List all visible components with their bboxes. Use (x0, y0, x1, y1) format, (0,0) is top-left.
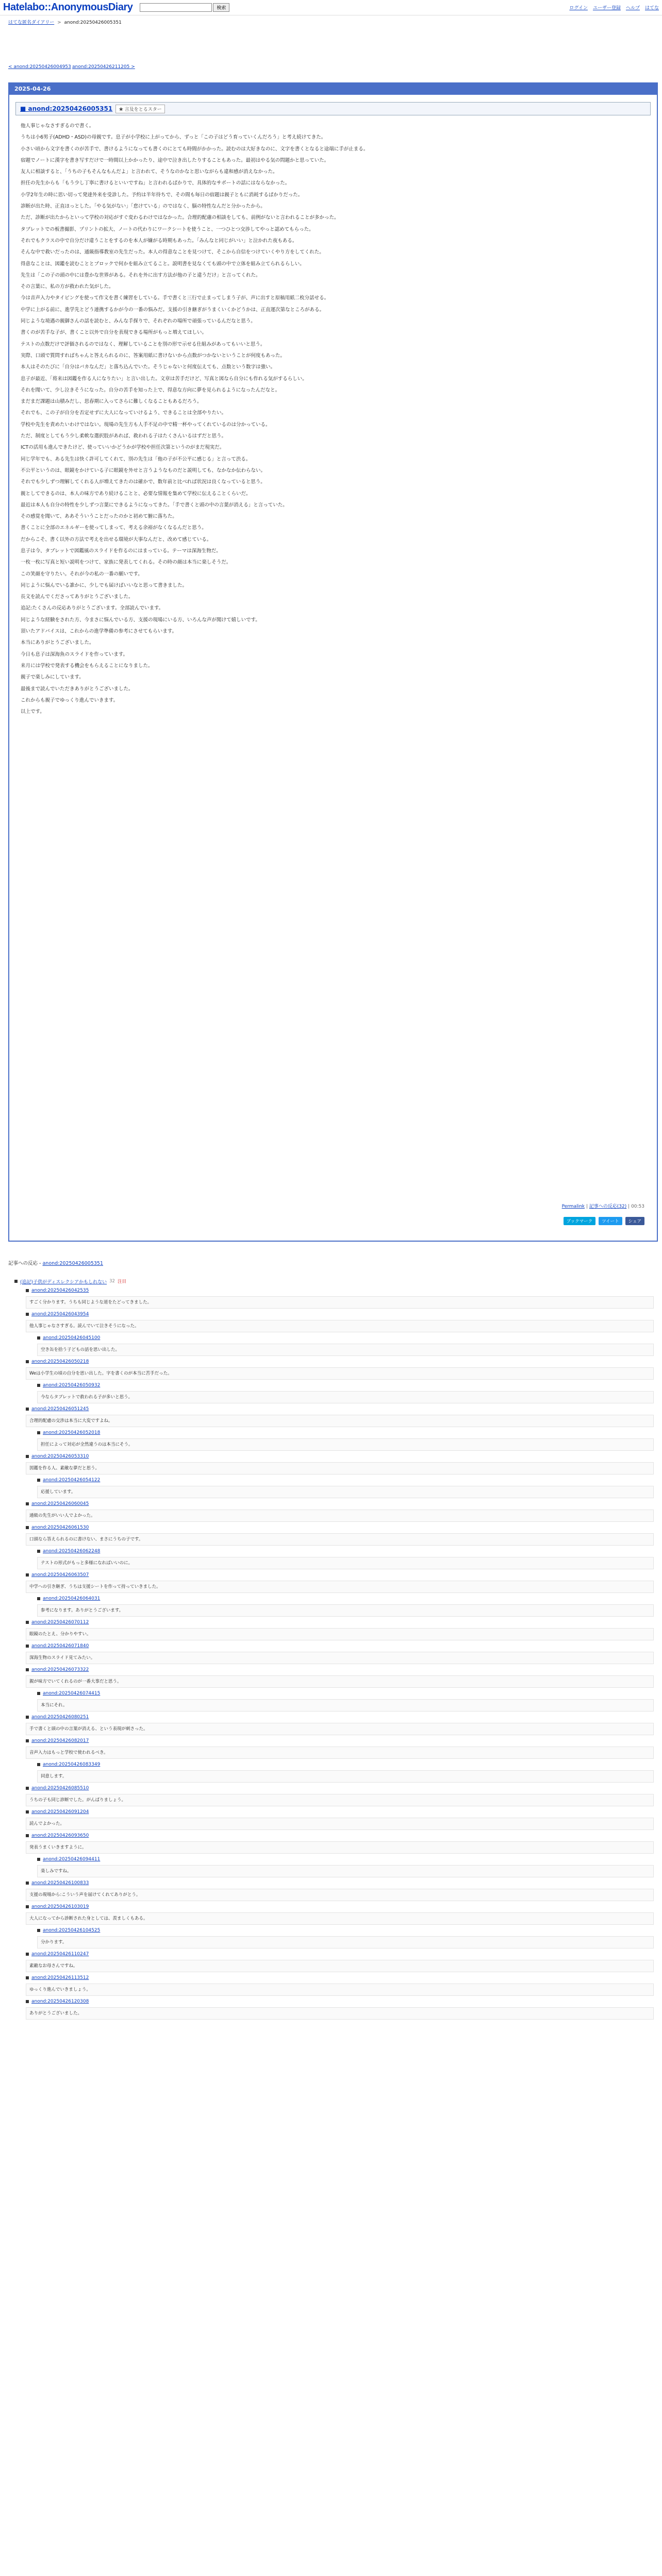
reaction-line (26, 1405, 654, 1413)
entry-body (21, 121, 646, 718)
reaction-excerpt: 本当にそれ。 (37, 1699, 654, 1711)
reaction-item (37, 1927, 654, 1948)
reaction-excerpt: 同意します。 (37, 1770, 654, 1783)
reaction-item (26, 1666, 654, 1688)
entry-paragraph: それでも少しずつ理解してくれる人が増えてきたのは確かで、数年前と比べれば状況は良くなっていると思う。 (21, 479, 266, 485)
entry-paragraph: その言葉に、私の方が救われた気がした。 (21, 284, 114, 290)
entry-paragraph: ただ、診断が出たからといって学校の対応がすぐ変わるわけではなかった。合理的配慮の相談をしても、前例がないと言われることが多かった。 (21, 215, 339, 221)
reaction-line (37, 1429, 654, 1436)
bullet-icon (26, 1716, 29, 1719)
reaction-excerpt: 大人になってから診断された身としては、羨ましくもある。 (26, 1912, 654, 1925)
entry-paragraph: それを聞いて、少し泣きそうになった。自分の苦手を知った上で、得意な方向に夢を見られるようになったんだなと。 (21, 387, 280, 393)
reaction-excerpt: 今ならタブレットで救われる子が多いと思う。 (37, 1391, 654, 1403)
bullet-icon (26, 1621, 29, 1624)
breadcrumb-root-link[interactable]: はてな匿名ダイアリー (8, 20, 55, 25)
entry-paragraph: 小さい頃から文字を書くのが苦手で、書けるようになっても書くのにとても時間がかかった。読むのは大好きなのに、文字を書くとなると途端に手が止まる。 (21, 146, 369, 152)
top-link[interactable]: ログイン (569, 6, 588, 11)
reaction-item (37, 1548, 654, 1569)
reaction-link[interactable]: anond:20250426050932 (43, 1383, 101, 1388)
entry-paragraph: ICTの活用も進んできたけど、使っていいかどうかが学校や担任次第というのがまだ現実だ。 (21, 445, 225, 451)
reaction-line (26, 1453, 654, 1460)
reaction-link[interactable]: anond:20250426043954 (31, 1312, 89, 1317)
breadcrumb-current: anond:20250426005351 (64, 20, 122, 25)
reaction-line (26, 1358, 654, 1365)
reaction-line (37, 1477, 654, 1484)
bullet-icon (26, 1739, 29, 1742)
reaction-item (37, 1761, 654, 1783)
top-links (569, 4, 659, 11)
reaction-item (26, 1453, 654, 1475)
entry-paragraph: これからも親子でゆっくり進んでいきます。 (21, 697, 119, 703)
reaction-item (37, 1382, 654, 1403)
reactions-tree (14, 1278, 654, 2022)
reaction-item (26, 1903, 654, 1925)
reaction-link[interactable]: anond:20250426094411 (43, 1857, 101, 1862)
add-star-button[interactable]: ★ 言及をとるスター (115, 105, 165, 113)
reaction-excerpt: 素敵なお母さんですね。 (26, 1960, 654, 1972)
bullet-icon (37, 1384, 40, 1387)
bullet-icon (37, 1929, 40, 1932)
reaction-excerpt: ゆっくり進んでいきましょう。 (26, 1984, 654, 1996)
reaction-link[interactable]: anond:20250426093650 (31, 1833, 89, 1838)
reaction-item (26, 1832, 654, 1854)
reaction-link[interactable]: anond:20250426062248 (43, 1549, 101, 1554)
reaction-link[interactable]: anond:20250426064031 (43, 1596, 101, 1601)
share-button[interactable]: ブックマーク (564, 1217, 595, 1225)
share-button[interactable]: シェア (625, 1217, 644, 1225)
entry-paragraph: テストの点数だけで評価されるのではなく、理解していることを別の形で示せる仕組みがあってもいいと思う。 (21, 341, 266, 347)
share-button[interactable]: ツイート (599, 1217, 622, 1225)
reaction-link[interactable]: anond:20250426113512 (31, 1975, 89, 1980)
top-bar (0, 0, 662, 15)
reaction-line (37, 1690, 654, 1697)
entry-paragraph: 息子は今、タブレットで図鑑風のスライドを作るのにはまっている。テーマは深海生物だ。 (21, 548, 221, 554)
search-button[interactable]: 検索 (213, 3, 229, 12)
bullet-icon (26, 1953, 29, 1956)
entry-paragraph: 本人はそのたびに「自分はバカなんだ」と落ち込んでいた。そうじゃないと何度伝えても、点数という数字は強い。 (21, 364, 276, 370)
reaction-excerpt: 眼鏡のたとえ、分かりやすい。 (26, 1628, 654, 1640)
reaction-item (26, 1358, 654, 1380)
bullet-icon (37, 1858, 40, 1861)
reaction-item (37, 1334, 654, 1356)
reaction-line (26, 1714, 654, 1721)
entry-paragraph: 一枚一枚に写真と短い説明をつけて、家族に発表してくれる。その時の顔は本当に楽しそうだ。 (21, 560, 231, 566)
bullet-icon (26, 1573, 29, 1577)
reaction-item (26, 1642, 654, 1664)
reactions-heading (8, 1259, 103, 1266)
bullet-icon (26, 1834, 29, 1837)
reaction-link[interactable]: anond:20250426050218 (31, 1359, 89, 1364)
reaction-item (26, 1737, 654, 1759)
reaction-excerpt: 担任によって対応が全然違うのは本当にそう。 (37, 1438, 654, 1451)
entry-paragraph: 中学に上がる前に、進学先とどう連携するかが今の一番の悩みだ。支援の引き継ぎがうまくいくかどうかは、正直運次第なところがある。 (21, 307, 325, 313)
bullet-icon (26, 1810, 29, 1814)
reaction-excerpt: 親が味方でいてくれるのが一番大事だと思う。 (26, 1675, 654, 1688)
reaction-line (26, 1311, 654, 1318)
top-link[interactable]: ヘルプ (625, 6, 640, 11)
reaction-line (26, 1832, 654, 1839)
bullet-icon (26, 1787, 29, 1790)
reaction-excerpt: 読んでよかった。 (26, 1818, 654, 1830)
reaction-excerpt: すごく分かります。うちも同じような道をたどってきました。 (26, 1296, 654, 1309)
diary-date: 2025-04-26 (9, 83, 657, 95)
reaction-item (37, 1690, 654, 1711)
reaction-link[interactable]: anond:20250426074415 (43, 1691, 101, 1696)
reaction-link[interactable]: anond:20250426053310 (31, 1454, 89, 1459)
bullet-icon (26, 1645, 29, 1648)
entry-paragraph: その感覚を聞いて、ああそういうことだったのかと初めて腑に落ちた。 (21, 514, 177, 520)
bullet-icon (26, 1289, 29, 1292)
reaction-link[interactable]: anond:20250426071840 (31, 1643, 89, 1649)
reaction-line (26, 1571, 654, 1579)
reaction-excerpt: 音声入力はもっと学校で使われるべき。 (26, 1747, 654, 1759)
reaction-line (26, 1500, 654, 1507)
entry-paragraph: それでも、この子が自分を否定せずに大人になっていけるよう、できることは全部やりたい。 (21, 410, 227, 416)
reaction-excerpt: 空き缶を拾う子どもの話を思い出した。 (37, 1344, 654, 1356)
entry-paragraph: まだまだ課題は山積みだし、思春期に入ってさらに難しくなることもあるだろう。 (21, 399, 202, 405)
reaction-item (26, 1287, 654, 1309)
bullet-icon (26, 1313, 29, 1316)
top-link[interactable]: ユーザー登録 (592, 6, 621, 11)
reaction-item (37, 1429, 654, 1451)
entry-paragraph: 最後まで読んでいただきありがとうございました。 (21, 686, 134, 692)
reaction-line (37, 1761, 654, 1768)
reaction-line (26, 1666, 654, 1673)
share-buttons (564, 1217, 644, 1225)
entry-paragraph: 学校や先生を責めたいわけではない。現場の先生方も人手不足の中で精一杯やってくれているのは分かっている。 (21, 421, 271, 428)
reaction-link[interactable]: anond:20250426120308 (31, 1999, 89, 2004)
reaction-item (26, 1974, 654, 1996)
permalink-link[interactable]: Permalink (561, 1204, 585, 1209)
reaction-item (26, 1785, 654, 1806)
brand-logo[interactable]: Hatelabo::AnonymousDiary (3, 2, 133, 13)
reaction-link[interactable]: anond:20250426082017 (31, 1738, 89, 1743)
reaction-item (26, 1879, 654, 1901)
reaction-excerpt: 他人事じゃなさすぎる。読んでいて泣きそうになった。 (26, 1320, 654, 1332)
entry-paragraph: 頂いたアドバイスは、これからの進学準備の参考にさせてもらいます。 (21, 629, 177, 635)
reaction-line (26, 1903, 654, 1910)
reaction-excerpt: 中学への引き継ぎ、うちは支援シートを作って持っていきました。 (26, 1581, 654, 1593)
reaction-link[interactable]: anond:20250426042535 (31, 1288, 89, 1293)
reaction-excerpt: 合理的配慮の交渉は本当に大変ですよね。 (26, 1415, 654, 1427)
diary-section (8, 82, 658, 1242)
reaction-link[interactable]: anond:20250426073322 (31, 1667, 89, 1672)
reaction-excerpt: 口頭なら答えられるのに書けない、まさにうちの子です。 (26, 1533, 654, 1546)
reaction-excerpt: 参考になります。ありがとうございます。 (37, 1604, 654, 1617)
entry-paragraph: 先生は「この子の頭の中には豊かな世界がある。それを外に出す方法が他の子と違うだけ」と言ってくれた。 (21, 272, 261, 278)
reaction-line (26, 1785, 654, 1792)
entry-paragraph: 来月には学校で発表する機会をもらえることになりました。 (21, 663, 153, 669)
bullet-icon (26, 1882, 29, 1885)
entry-paragraph: タブレットでの板書撮影、プリントの拡大、ノートの代わりにワークシートを使うこと、一つひとつ交渉してやっと認めてもらった。 (21, 226, 314, 232)
entry-paragraph: この笑顔を守りたい。それが今の私の一番の願いです。 (21, 571, 143, 577)
reaction-item (26, 1951, 654, 1972)
entry-time: 00:53 (631, 1204, 644, 1209)
search-input[interactable] (140, 3, 212, 12)
reaction-link[interactable]: anond:20250426051245 (31, 1406, 89, 1412)
reaction-item (26, 1714, 654, 1735)
reaction-excerpt: 応援しています。 (37, 1486, 654, 1498)
reaction-line (37, 1595, 654, 1602)
entry-paragraph: 書くのが苦手な子が、書くこと以外で自分を表現できる場所がもっと増えてほしい。 (21, 330, 207, 336)
entry-paragraph: 本当にありがとうございました。 (21, 640, 94, 646)
pager-prev (8, 64, 71, 70)
bullet-icon (37, 1431, 40, 1434)
reaction-item (26, 1405, 654, 1427)
bullet-icon (26, 1976, 29, 1979)
bullet-icon (26, 1360, 29, 1363)
breadcrumb (8, 19, 122, 25)
entry-paragraph: 担任の先生からも「もう少し丁寧に書けるといいですね」と言われるばかりで、具体的なサポートの話にはならなかった。 (21, 180, 290, 187)
reaction-line (37, 1548, 654, 1555)
reaction-line (26, 1951, 654, 1958)
entry-paragraph: 同じように悩んでいる誰かに、少しでも届けばいいなと思って書きました。 (21, 582, 188, 588)
bullet-icon (37, 1763, 40, 1766)
reaction-excerpt: ありがとうございました。 (26, 2007, 654, 2020)
bullet-icon (37, 1479, 40, 1482)
reaction-excerpt: 楽しみですね。 (37, 1865, 654, 1877)
reaction-line (26, 1808, 654, 1816)
reaction-excerpt: 図鑑を作る人、素敵な夢だと思う。 (26, 1462, 654, 1475)
reaction-item (26, 1998, 654, 2020)
reaction-line (26, 1998, 654, 2005)
bullet-icon (26, 1668, 29, 1671)
reaction-item (37, 1856, 654, 1877)
entry-paragraph: だからこそ、書く以外の方法で考えを出せる環境が大事なんだと、改めて感じている。 (21, 536, 212, 543)
entry-paragraph: 書くことに全部のエネルギーを使ってしまって、考える余裕がなくなるんだと思う。 (21, 525, 207, 531)
reaction-line (37, 1927, 654, 1934)
reaction-link[interactable]: anond:20250426085510 (31, 1786, 89, 1791)
reaction-excerpt: 手で書くと頭の中の言葉が消える、という表現が刺さった。 (26, 1723, 654, 1735)
entry-paragraph: 今日も息子は深海魚のスライドを作っています。 (21, 651, 128, 657)
entry-paragraph: 得意なことは、図鑑を読むこととブロックで何かを組み立てること。説明書を見なくても頭の中で立体を組み立てられるらしい。 (21, 261, 305, 267)
bullet-icon (37, 1692, 40, 1695)
bullet-icon (26, 2000, 29, 2003)
reaction-link[interactable]: anond:20250426061530 (31, 1525, 89, 1530)
entry-paragraph: 長文を読んでくださってありがとうございました。 (21, 594, 134, 600)
reaction-item (37, 1477, 654, 1498)
reaction-item (26, 1311, 654, 1332)
reaction-link[interactable]: anond:20250426045100 (43, 1335, 101, 1341)
reaction-link[interactable]: anond:20250426060045 (31, 1501, 89, 1506)
reaction-line (26, 1287, 654, 1294)
top-link[interactable]: はてな (644, 6, 659, 11)
entry-paragraph: 息子が最近、「将来は図鑑を作る人になりたい」と言い出した。文章は苦手だけど、写真と図なら自分にも作れる気がするらしい。 (21, 376, 307, 382)
reaction-link[interactable]: anond:20250426104525 (43, 1928, 101, 1933)
reactions-heading-link[interactable]: anond:20250426005351 (42, 1261, 104, 1266)
reaction-line (26, 1524, 654, 1531)
reaction-link[interactable]: anond:20250426080251 (31, 1715, 89, 1720)
entry-paragraph: 追記:たくさんの反応ありがとうございます。全部読んでいます。 (21, 605, 164, 612)
bullet-icon (14, 1280, 18, 1283)
reaction-item (26, 1808, 654, 1830)
entry-paragraph: 宿題でノートに漢字を書き写すだけで一時間以上かかったり、途中で泣き出したりすることもあった。最初はやる気の問題かと思っていた。 (21, 157, 329, 163)
bullet-icon (37, 1550, 40, 1553)
reaction-item (26, 1571, 654, 1593)
reaction-excerpt: 深海生物のスライド見てみたい。 (26, 1652, 654, 1664)
entry-paragraph: 以上です。 (21, 709, 45, 715)
bullet-icon (26, 1455, 29, 1458)
entry-paragraph: 同じような経験をされた方、今まさに悩んでいる方、支援の現場にいる方、いろんな声が聞けて嬉しいです。 (21, 617, 260, 623)
reaction-link[interactable]: anond:20250426054122 (43, 1478, 101, 1483)
reaction-link[interactable]: (追記)子供がディスレクシアかもしれない (20, 1279, 107, 1285)
pager-next (72, 64, 135, 70)
reaction-line (26, 1642, 654, 1650)
entry-paragraph: そんな中で救いだったのは、通級指導教室の先生だった。本人の得意なことを見つけて、そこから自信をつけていくやり方をしてくれた。 (21, 249, 324, 256)
bullet-icon (37, 1336, 40, 1340)
entry-paragraph: 小学2年生の時に思い切って発達外来を受診した。予約は半年待ちで、その間も毎日の宿題は親子ともに消耗するばかりだった。 (21, 192, 303, 198)
entry-paragraph: 同じ学年でも、ある先生は快く許可してくれて、別の先生は「他の子が不公平に感じる」と言って渋る。 (21, 456, 251, 462)
reaction-excerpt: 発表うまくいきますように。 (26, 1841, 654, 1854)
reaction-line (26, 1974, 654, 1981)
bullet-icon (26, 1905, 29, 1908)
reaction-line (26, 1619, 654, 1626)
reaction-excerpt: うちの子も同じ診断でした。がんばりましょう。 (26, 1794, 654, 1806)
reaction-line (26, 1879, 654, 1887)
reaction-link[interactable]: anond:20250426052018 (43, 1430, 101, 1435)
reaction-link[interactable]: anond:20250426070112 (31, 1620, 89, 1625)
bullet-icon (26, 1408, 29, 1411)
reaction-line (14, 1278, 654, 1285)
entry-paragraph: 他人事じゃなさすぎるので書く。 (21, 123, 94, 129)
reaction-item (37, 1595, 654, 1617)
breadcrumb-separator: > (57, 20, 61, 25)
reaction-line (37, 1334, 654, 1342)
reaction-line (37, 1856, 654, 1863)
reaction-link[interactable]: anond:20250426110247 (31, 1952, 89, 1957)
reaction-link[interactable]: anond:20250426083349 (43, 1762, 101, 1767)
reaction-excerpt: 分かります。 (37, 1936, 654, 1948)
entry-footer (562, 1202, 644, 1209)
reactions-link[interactable]: 記事への反応(32) (589, 1204, 627, 1209)
reaction-line (26, 1737, 654, 1744)
reaction-item (26, 1500, 654, 1522)
footer-separator: | (628, 1204, 632, 1209)
reaction-item (26, 1619, 654, 1640)
hot-badge: 注目 (117, 1279, 126, 1284)
reaction-excerpt: 支援の現場から:こういう声を届けてくれてありがとう。 (26, 1889, 654, 1901)
entry-paragraph: 実際、口頭で質問すればちゃんと答えられるのに、答案用紙に書けないから点数がつかないということが何度もあった。 (21, 352, 285, 359)
footer-separator: | (586, 1204, 589, 1209)
bullet-icon (37, 1597, 40, 1600)
reaction-line (37, 1382, 654, 1389)
prev-entry-link[interactable]: < anond:20250426004953 (8, 64, 71, 70)
entry-paragraph: 親としてできるのは、本人の味方であり続けることと、必要な情報を集めて学校に伝えることくらいだ。 (21, 490, 251, 497)
reaction-link[interactable]: anond:20250426091204 (31, 1809, 89, 1815)
reaction-count: 32 (109, 1279, 115, 1284)
next-entry-link[interactable]: anond:20250426211205 > (72, 64, 135, 70)
reaction-item (14, 1278, 654, 1285)
entry-paragraph: うちは小6男子(ADHD・ASD)の母親です。息子が小学校に上がってから、ずっと「この子はどう育っていくんだろう」と考え続けてきた。 (21, 134, 326, 141)
entry-paragraph: 同じような境遇の親御さんの話を読むと、みんな手探りで、それぞれの場所で頑張っているんだなと思う。 (21, 318, 256, 325)
bullet-icon (26, 1526, 29, 1529)
entry-paragraph: 友人に相談すると、「うちの子もそんなもんだよ」と言われて、そうなのかなと思いながらも違和感が消えなかった。 (21, 169, 278, 175)
entry-title-link[interactable]: ■ anond:20250426005351 (20, 105, 113, 112)
reaction-link[interactable]: anond:20250426063507 (31, 1572, 89, 1578)
reaction-link[interactable]: anond:20250426100833 (31, 1880, 89, 1886)
entry-paragraph: 今は音声入力やタイピングを使って作文を書く練習をしている。手で書くと三行で止まってしまう子が、声に出すと原稿用紙二枚分話せる。 (21, 295, 329, 301)
reaction-excerpt: 通級の先生がいい人でよかった。 (26, 1510, 654, 1522)
reaction-link[interactable]: anond:20250426103019 (31, 1904, 89, 1909)
entry-paragraph: 診断が出た時、正直ほっとした。「やる気がない」「怠けている」のではなく、脳の特性なんだと分かったから。 (21, 204, 266, 210)
reaction-excerpt: Weは小学生の頃の自分を思い出した。字を書くのが本当に苦手だった。 (26, 1367, 654, 1380)
reaction-item (26, 1524, 654, 1546)
reactions-heading-label: 記事への反応 - (8, 1261, 41, 1266)
entry-paragraph: 最近は本人も自分の特性を少しずつ言葉にできるようになってきた。「手で書くと頭の中の言葉が消える」と言っていた。 (21, 502, 288, 508)
entry-header (15, 102, 651, 115)
entry-paragraph: それでもクラスの中で自分だけ違うことをするのを本人が嫌がる時期もあった。「みんなと同じがいい」と泣かれた夜もある。 (21, 238, 297, 244)
entry-paragraph: 不公平というのは、眼鏡をかけている子に眼鏡を外せと言うようなものだと説明しても、なかなか伝わらない。 (21, 467, 266, 473)
entry-paragraph: ただ、制度としてもう少し柔軟な選択肢があれば、救われる子はたくさんいるはずだと思う。 (21, 433, 227, 439)
entry-paragraph: 親子で楽しみにしています。 (21, 674, 84, 681)
reaction-excerpt: テストの形式がもっと多様になればいいのに。 (37, 1557, 654, 1569)
bullet-icon (26, 1502, 29, 1505)
